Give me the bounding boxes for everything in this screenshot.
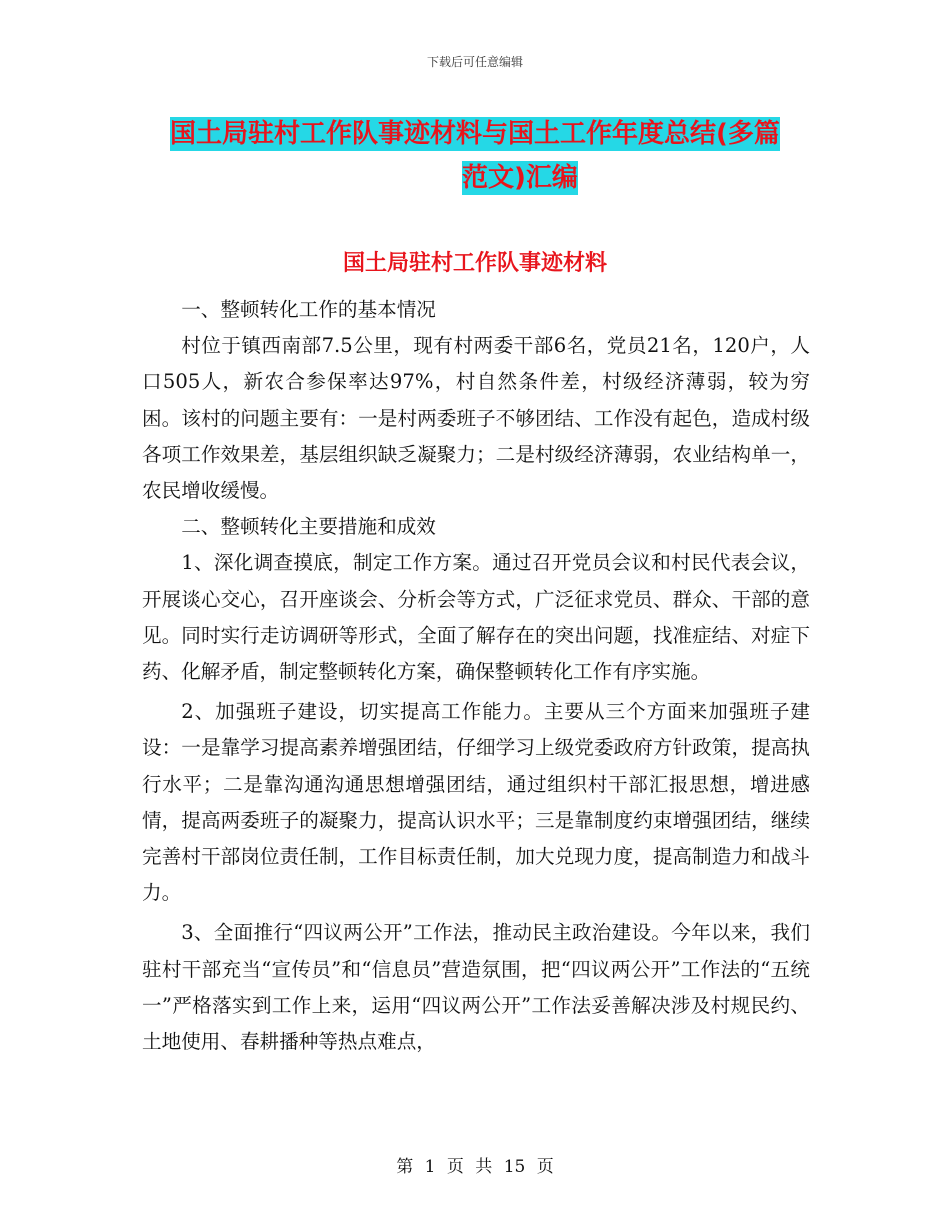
header-note: 下载后可任意编辑 — [426, 55, 523, 69]
paragraph-heading-2: 二、整顿转化主要措施和成效 — [181, 515, 436, 539]
title-line-2: 范文)汇编 — [462, 163, 578, 193]
paragraph: 村位于镇西南部7.5公里，现有村两委干部6名，党员21名，120户，人口505人，新农合参保率达97%，村自然条件差，村级经济薄弱，较为穷困。该村的问题主要有：一是村两委班子不够团结、工作没有起色，造成村级各项工作效果差，基层组织缺乏凝聚力；二是村级经济薄弱，农业结构单一，农民增收缓慢。 — [142, 334, 810, 503]
document-title — [140, 112, 810, 200]
title-line-1: 国土局驻村工作队事迹材料与国土工作年度总结(多篇 — [170, 119, 780, 149]
paragraph: 1、深化调查摸底，制定工作方案。通过召开党员会议和村民代表会议，开展谈心交心，召开座谈会、分析会等方式，广泛征求党员、群众、干部的意见。同时实行走访调研等形式，全面了解存在的突出问题，找准症结、对症下药、化解矛盾，制定整顿转化方案，确保整顿转化工作有序实施。 — [142, 551, 810, 684]
paragraph: 3、全面推行“四议两公开”工作法，推动民主政治建设。今年以来，我们驻村干部充当“宣传员”和“信息员”营造氛围，把“四议两公开”工作法的“五统一”严格落实到工作上来，运用“四议两公开”工作法妥善解决涉及村规民约、土地使用、春耕播种等热点难点， — [142, 921, 810, 1054]
page-footer: 第 1 页 共 15 页 — [396, 1157, 554, 1177]
paragraph-heading-1: 一、整顿转化工作的基本情况 — [181, 298, 436, 321]
document-body — [142, 292, 810, 1060]
paragraph: 2、加强班子建设，切实提高工作能力。主要从三个方面来加强班子建设：一是靠学习提高素养增强团结，仔细学习上级党委政府方针政策，提高执行水平；二是靠沟通沟通思想增强团结，通过组织村干部汇报思想，增进感情，提高两委班子的凝聚力，提高认识水平；三是靠制度约束增强团结，继续完善村干部岗位责任制，工作目标责任制，加大兑现力度，提高制造力和战斗力。 — [142, 700, 810, 905]
section-title: 国土局驻村工作队事迹材料 — [342, 251, 607, 276]
